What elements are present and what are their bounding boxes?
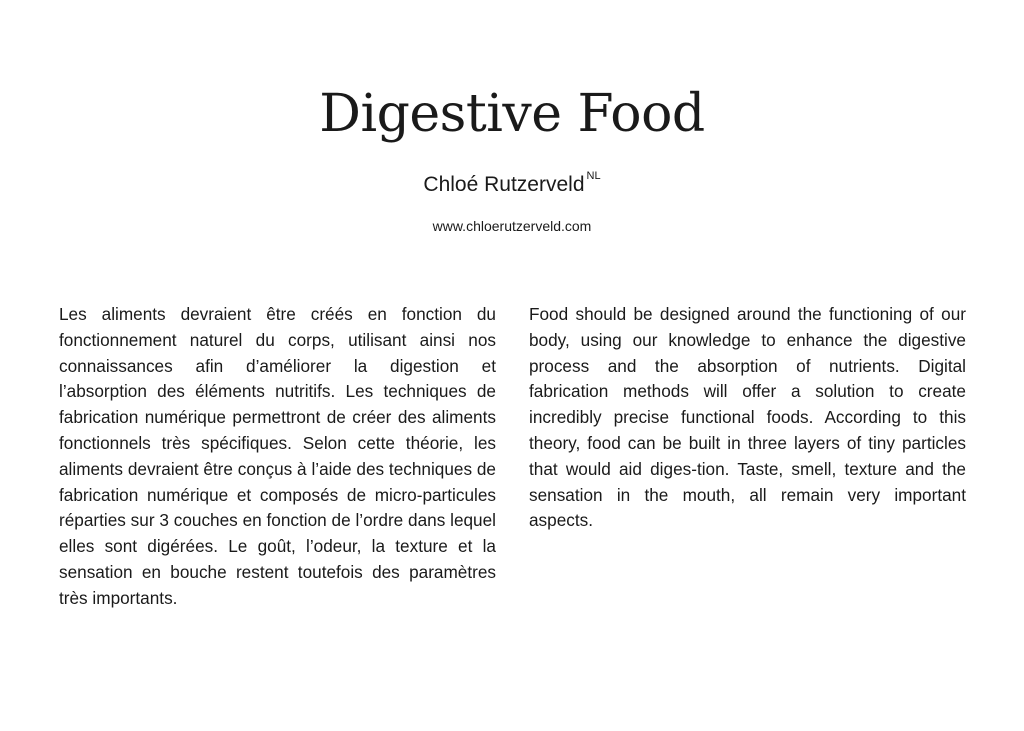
body-text-french: Les aliments devraient être créés en fonction du fonctionnement naturel du corps, utilisant ainsi nos connaissances afin d’améliorer la digestion et l’absorption des éléments nutritifs. Les techniques de fabrication numérique permettront de créer des aliments fonctionnels très spécifiques. Selon cette théorie, les aliments devraient être conçus à l’aide des techniques de fabrication numérique et composés de micro-particules réparties sur 3 couches en fonction de l’ordre dans lequel elles sont digérées. Le goût, l’odeur, la texture et la sensation en bouche restent toutefois des paramètres très importants. — [59, 304, 496, 608]
page-title: Digestive Food — [319, 84, 705, 144]
country-code: NL — [586, 170, 601, 182]
website-url: www.chloerutzerveld.com — [432, 218, 592, 234]
author-name: Chloé Rutzerveld — [423, 173, 585, 196]
author-line — [0, 170, 1024, 196]
body-text-english: Food should be designed around the functioning of our body, using our knowledge to enhance the digestive process and the absorption of nutrients. Digital fabrication methods will offer a solution to create incredibly precise functional foods. According to this theory, food can be built in three layers of tiny particles that would aid diges-tion. Taste, smell, texture and the sensation in the mouth, all remain very important aspects. — [529, 304, 966, 531]
